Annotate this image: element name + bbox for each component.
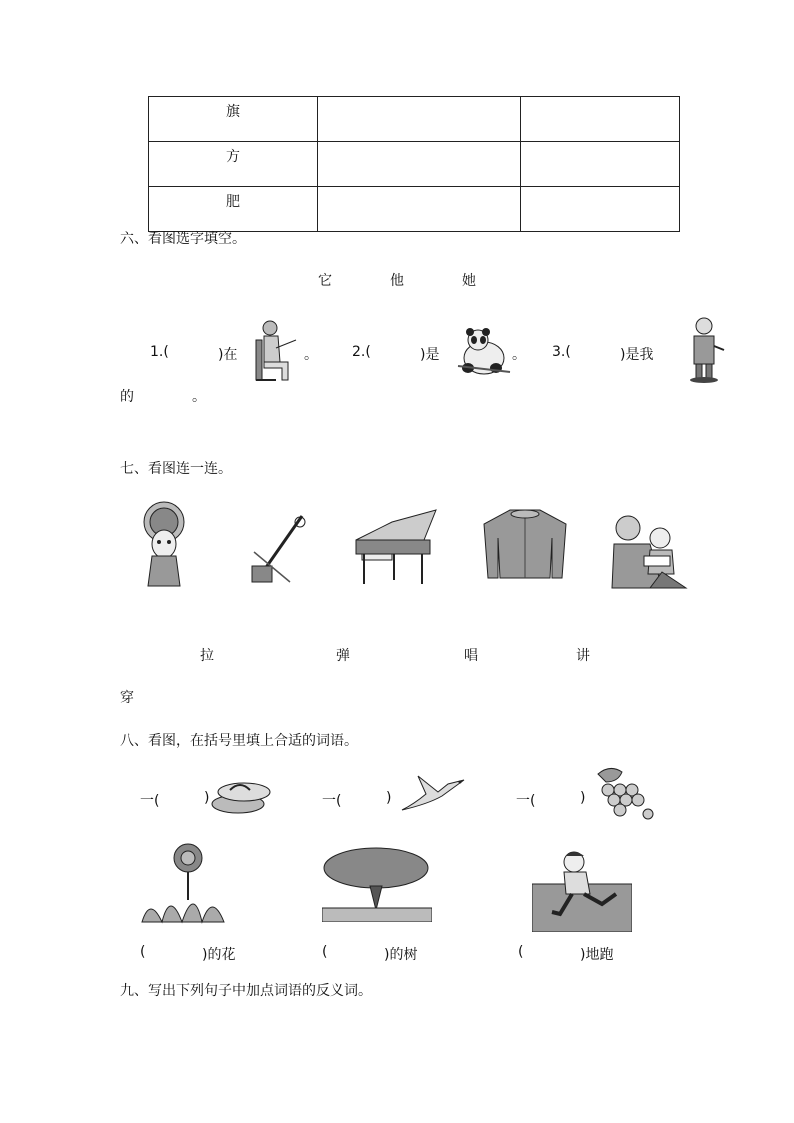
section-7-title: 七、看图连一连。 [120, 461, 232, 477]
table-cell-char: 方 [149, 142, 318, 187]
adj-3-suffix: )地跑 [580, 947, 614, 963]
choice-ta-it: 它 [318, 273, 332, 289]
measure-3-suffix: ) [580, 790, 586, 806]
section-9-title: 九、写出下列句子中加点词语的反义词。 [120, 983, 372, 999]
adj-2-suffix: )的树 [384, 947, 418, 963]
adj-1-suffix: )的花 [202, 947, 236, 963]
section-8-title: 八、看图，在括号里填上合适的词语。 [120, 733, 358, 749]
table-row [149, 187, 680, 232]
verb-jiang[interactable]: 讲 [576, 648, 590, 664]
q2-open: 2.( [352, 344, 371, 360]
adj-3-open: ( [518, 944, 524, 960]
grandma-girl-story-icon [610, 512, 690, 590]
verb-la[interactable]: 拉 [200, 648, 214, 664]
running-boy-icon [532, 848, 632, 932]
q1-open: 1.( [150, 344, 169, 360]
adj-2-open: ( [322, 944, 328, 960]
table-cell-blank[interactable] [318, 142, 521, 187]
table-cell-blank[interactable] [521, 97, 680, 142]
measure-2-suffix: ) [386, 790, 392, 806]
q2-end: 。 [512, 347, 526, 363]
table-cell-blank[interactable] [318, 187, 521, 232]
verb-chang[interactable]: 唱 [464, 648, 478, 664]
table-cell-blank[interactable] [521, 142, 680, 187]
erhu-icon [250, 512, 312, 586]
q1-end: 。 [304, 347, 318, 363]
woman-knitting-icon [252, 318, 300, 388]
q1-close: )在 [218, 347, 238, 363]
opera-mask-icon [138, 500, 190, 592]
grapes-icon [590, 764, 658, 824]
q3-end: 。 [192, 389, 206, 405]
old-man-icon [684, 316, 728, 384]
sweater-icon [482, 508, 568, 582]
piano-icon [352, 506, 438, 588]
table-row [149, 142, 680, 187]
section-6-title: 六、看图选字填空。 [120, 231, 246, 247]
measure-1-prefix: 一( [140, 793, 160, 809]
measure-1-suffix: ) [204, 790, 210, 806]
choice-ta-she: 她 [462, 273, 476, 289]
table-cell-char: 旗 [149, 97, 318, 142]
slippers-icon [210, 776, 274, 816]
verb-chuan[interactable]: 穿 [120, 690, 134, 706]
tree-icon [322, 846, 432, 922]
q2-close: )是 [420, 347, 440, 363]
bird-icon [398, 774, 466, 816]
measure-2-prefix: 一( [322, 793, 342, 809]
panda-icon [456, 326, 512, 378]
verb-tan[interactable]: 弹 [336, 648, 350, 664]
flower-icon [140, 840, 226, 924]
choice-ta-he: 他 [390, 273, 404, 289]
char-table [148, 96, 680, 232]
table-cell-blank[interactable] [521, 187, 680, 232]
q3-open: 3.( [552, 344, 571, 360]
adj-1-open: ( [140, 944, 146, 960]
q3-close: )是我 [620, 347, 654, 363]
table-cell-blank[interactable] [318, 97, 521, 142]
q3-de: 的 [120, 389, 134, 405]
table-cell-char: 肥 [149, 187, 318, 232]
measure-3-prefix: 一( [516, 793, 536, 809]
table-row [149, 97, 680, 142]
